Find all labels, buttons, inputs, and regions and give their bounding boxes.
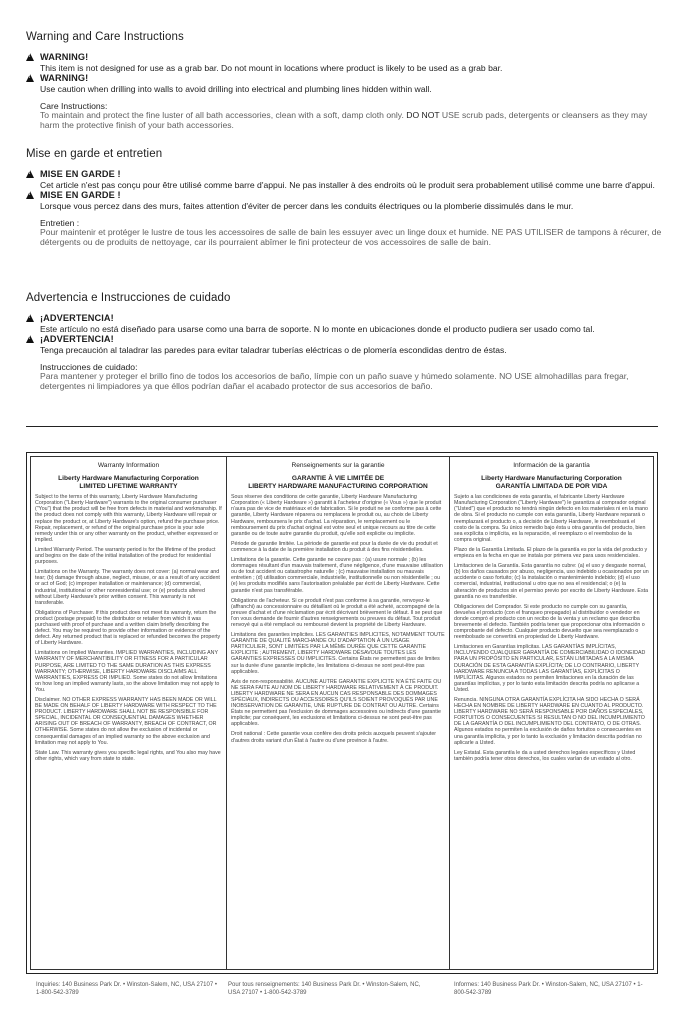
warranty-company: Liberty Hardware Manufacturing Corporation bbox=[481, 475, 622, 482]
warning-text: Lorsque vous percez dans des murs, faites attention d'éviter de percer dans les conduits électriques ou la plomberie dissimulés dans le mur. bbox=[40, 200, 574, 211]
warning-text: This item is not designed for use as a grab bar. Do not mount in locations where product is likely to be used as a grab bar. bbox=[40, 62, 503, 73]
warranty-paragraph: Limitaciones de la Garantía. Esta garantía no cubre: (a) el uso y desgaste normal, (b) los daños causados por abuso, negligencia, uso indebido u ocasionados por un accidente o caso fortuito; (c) la instalación o mantenimiento indebido; (d) el uso comercial, industrial, institucional u otro que no sea el residencial; o (e) la alteración de productos sin el permiso previo por escrito de Liberty Hardware. Esta garantía no es transferible. bbox=[454, 563, 649, 600]
warranty-paragraph: Subject to the terms of this warranty, Liberty Hardware Manufacturing Corporation ("Liberty Hardware") warrants to the original consumer purchaser ("You") that the product will be free from defects in material and workmanship. If the product does not comply with this warranty, Liberty Hardware will repair or replace the product or, at Liberty Hardware's option, refund the purchase price. Repair, replacement, or refund of the original purchase price is your sole remedy under this or any other warranty on the product, whether expressed or implied. bbox=[35, 494, 222, 543]
warranty-column-english bbox=[31, 457, 226, 969]
warranty-heading: Warranty Information bbox=[97, 462, 160, 469]
warranty-body bbox=[454, 494, 649, 762]
care-text: Para mantener y proteger el brillo fino de todos los accesorios de baño, límpie con un paño suave y húmedo solamente. NO USE almohadillas para fregar, detergentes ni limpiadores ya que éllos podrían dañar el acabado protector de sus accesorios de baño. bbox=[40, 371, 629, 391]
warranty-company: Liberty Hardware Manufacturing Corporation bbox=[58, 475, 199, 482]
footer-inquiries-spanish: Informes: 140 Business Park Dr. • Winston-Salem, NC, USA 27107 • 1-800-542-3789 bbox=[454, 982, 643, 996]
warning-title: ¡ADVERTENCIA! bbox=[40, 334, 114, 344]
warning-triangle-icon bbox=[26, 74, 34, 82]
warranty-box bbox=[26, 452, 658, 974]
warranty-inner-frame bbox=[30, 456, 654, 970]
english-warning-2 bbox=[26, 73, 666, 94]
warning-title: WARNING! bbox=[40, 52, 89, 62]
warning-text: Use caution when drilling into walls to avoid drilling into electrical and plumbing lines hidden within wall. bbox=[40, 83, 432, 94]
warranty-paragraph: Limitaciones en Garantías implícitas. LAS GARANTÍAS IMPLÍCITAS, INCLUYENDO CUALQUIER GARANTÍA DE COMERCIABILIDAD O IDONEIDAD PARA UN PROPÓSITO EN PARTICULAR, ESTÁN LIMITADAS A LA MISMA DURACIÓN DE ESTA GARANTÍA EXPLÍCITA; DE LO CONTRARIO, LIBERTY HARDWARE RENUNCIA A TODAS LAS GARANTÍAS, EXPLÍCITAS O IMPLÍCITAS. Algunos estados no permiten limitaciones en la duración de las garantías implícitas, y por lo tanto esta limitación descrita podría no aplicarse a Usted. bbox=[454, 644, 646, 693]
warranty-paragraph: Limitations de la garantie. Cette garantie ne couvre pas : (a) usure normale ; (b) les dommages résultant d'un mauvais traitement, d'une négligence, d'une mauvaise utilisation ou de tout accident ou catastrophe naturelle ; (c) mauvaise installation ou mauvais entretien ; (d) utilisation commerciale, industrielle, institutionnelle ou non résidentielle ; ou (e) les produits modifiés sans l'autorisation préalable par écrit de Liberty Hardware. Cette garantie n'est pas transférable. bbox=[231, 557, 443, 594]
french-warning-1 bbox=[26, 169, 666, 190]
english-care bbox=[26, 101, 666, 130]
warranty-column-spanish bbox=[449, 457, 653, 969]
warranty-paragraph: Limitations des garanties implicites. LES GARANTIES IMPLICITES, NOTAMMENT TOUTE GARANTIE DE QUALITÉ MARCHANDE OU D'ADAPTATION À UN USAGE PARTICULIER, SONT LIMITÉES PAR LA MÊME DURÉE QUE CETTE GARANTIE EXPLICITE ; AUTREMENT, LIBERTY HARDWARE DÉSAVOUE TOUTES LES GARANTIES EXPRESSES OU IMPLICITES. Certains États ne permettent pas de limites sur la durée d'une garantie implicite, les limitations ci-dessus ne sont peut-être pas applicables. bbox=[231, 632, 445, 675]
warranty-paragraph: Obligations of Purchaser. If this product does not meet its warranty, return the product (postage prepaid) to the distributor or retailer from which it was purchased with proof of purchase and a written claim briefly describing the defect. You may be required to provide other information or evidence of the defect. Any returned product that is replaced or refunded becomes the property of Liberty Hardware. bbox=[35, 609, 221, 647]
warranty-column-french bbox=[226, 457, 449, 969]
warranty-type: GARANTIE À VIE LIMITÉE DE bbox=[291, 475, 385, 482]
warranty-body bbox=[35, 494, 222, 762]
warranty-paragraph: Plazo de la Garantía Limitada. El plazo de la garantía es por la vida del producto y empieza en la fecha en que se instala por primera vez para usos residenciales. bbox=[454, 546, 648, 560]
warranty-paragraph: State Law. This warranty gives you specific legal rights, and You also may have other rights, which vary from state to state. bbox=[35, 749, 221, 762]
section-french bbox=[26, 148, 666, 247]
warning-triangle-icon bbox=[26, 191, 34, 199]
warranty-paragraph: Limitations on the Warranty. The warranty does not cover: (a) normal wear and tear; (b) damage through abuse, neglect, misuse, or as a result of any accident or act of God; (c) improper installation or maintenance; (d) commercial, industrial, institutional or other nonresidential use; or (e) products altered without Liberty Hardware's prior written consent. This warranty is not transferable. bbox=[35, 569, 220, 606]
warranty-paragraph: Obligations de l'acheteur. Si ce produit n'est pas conforme à sa garantie, renvoyez-le (affranchi) au concessionnaire ou détaillant où le produit a été acheté, accompagné de la preuve d'achat et d'une réclamation par écrit décrivant brièvement le défaut. Il se peut que l'on vous demande de fournir d'autres renseignements ou preuves du défaut. Tout produit renvoyé qui a été remplacé ou remboursé devient la propriété de Liberty Hardware. bbox=[231, 597, 443, 628]
warranty-paragraph: Limitations on Implied Warranties. IMPLIED WARRANTIES, INCLUDING ANY WARRANTY OF MERCHANTIBILITY OR FITNESS FOR A PARTICULAR PURPOSE, ARE LIMITED TO THE SAME DURATION AS THIS EXPRESS WARRANTY; OTHERWISE, LIBERTY HARDWARE DISCLAIMS ALL WARRANTIES, EXPRESS OR IMPLIED. Some states do not allow limitations on how long an implied warranty lasts, so the above limitation may not apply to You. bbox=[35, 650, 220, 693]
warranty-paragraph: Limited Warranty Period. The warranty period is for the lifetime of the product and begins on the date of the initial installation of the product for residential purposes. bbox=[35, 546, 216, 566]
warranty-paragraph: Sous réserve des conditions de cette garantie, Liberty Hardware Manufacturing Corporation (« Liberty Hardware ») garantit à l'acheteur d'origine (« Vous ») que le produit n'aura pas de vice de matériaux et de fabrication. Si le produit ne se conforme pas à cette garantie, Liberty Hardware réparera ou remplacera le produit ou, au choix de Liberty Hardware, remboursera le prix d'achat. La réparation, le remplacement ou le remboursement du prix d'achat original est votre seul et unique recours au titre de cette garantie ou de toute autre garantie du produit, qu'elle soit explicite ou implicite. bbox=[231, 494, 442, 537]
warning-title: ¡ADVERTENCIA! bbox=[40, 313, 114, 323]
footer-inquiries-english: Inquiries: 140 Business Park Dr. • Winston-Salem, NC, USA 27107 • 1-800-542-3789 bbox=[36, 982, 217, 996]
warning-text: Cet article n'est pas conçu pour être utilisé comme barre d'appui. Ne pas installer à des endroits où le produit sera probablement utilisé comme une barre d'appui. bbox=[40, 179, 655, 190]
french-heading: Mise en garde et entretien bbox=[26, 148, 163, 160]
warning-title: WARNING! bbox=[40, 73, 89, 83]
warning-title: MISE EN GARDE ! bbox=[40, 190, 121, 200]
warning-text: Este artículo no está diseñado para usarse como una barra de soporte. N lo monte en ubicaciones donde el producto pudiera ser usado como tal. bbox=[40, 323, 595, 334]
warning-text: Tenga precaución al taladrar las paredes para evitar taladrar tuberías eléctricas o de plomería escondidas dentro de éstas. bbox=[40, 344, 507, 355]
warranty-paragraph: Sujeto a las condiciones de esta garantía, el fabricante Liberty Hardware Manufacturing Corporation ("Liberty Hardware") le garantiza al comprador original ("Usted") que el producto no tendrá ningún defecto en los materiales ni en la mano de obra. Si el producto no cumple con esta garantía, Liberty Hardware reparará o reemplazará el producto o, a decisión de Liberty Hardware, le reembolsará el costo de la compra. Su único remedio bajo ésta u otra garantía del producto, bien sea explícita o implícita, es la reparación, el reemplazo o el reembolso de la compra original. bbox=[454, 494, 648, 543]
spanish-care bbox=[26, 362, 666, 391]
warranty-paragraph: Renuncia. NINGUNA OTRA GARANTÍA EXPLÍCITA HA SIDO HECHA O SERÁ HECHA EN NOMBRE DE LIBERTY HARDWARE EN CUANTO AL PRODUCTO. LIBERTY HARDWARE NO SERÁ RESPONSABLE POR DAÑOS ESPECIALES, FORTUITOS O CONSECUENTES SI RESULTAN O NO DEL INCUMPLIMIENTO DE LA GARANTÍA O DEL INCUMPLIMIENTO DEL CONTRATO, O DE OTRAS. Algunos estados no permiten la exclusión de daños fortuitos o consecuentes en una garantía implícita, y por lo tanto la exclusión y limitación descrita podrían no aplicarle a Usted. bbox=[454, 697, 645, 746]
warranty-body bbox=[231, 494, 445, 743]
warranty-heading: Renseignements sur la garantie bbox=[291, 462, 385, 469]
spanish-warning-1 bbox=[26, 313, 666, 334]
warranty-heading: Información de la garantía bbox=[513, 462, 590, 469]
care-title: Care Instructions: bbox=[40, 101, 108, 111]
english-warning-1 bbox=[26, 52, 666, 73]
care-title: Instrucciones de cuidado: bbox=[40, 362, 138, 372]
footer-inquiries-french: Pour tous renseignements: 140 Business Park Dr. • Winston-Salem, NC, USA 27107 • 1-800-542-3789 bbox=[228, 982, 421, 996]
warning-triangle-icon bbox=[26, 170, 34, 178]
spanish-heading: Advertencia e Instrucciones de cuidado bbox=[26, 292, 231, 304]
care-text: Pour maintenir et protéger le lustre de tous les accessoires de salle de bain les essuyer avec un linge doux et humide. NE PAS UTILISER de tampons à récurer, de détergents ou de produits de nettoyage, car ils pourraient abîmer le fini protecteur de vos accessoires de salle de bain. bbox=[40, 227, 662, 247]
warranty-paragraph: Obligaciones del Comprador. Si este producto no cumple con su garantía, devuelva el producto (con el franqueo prepagado) al distribuidor o vendedor en donde compró el producto con un recibo de la venta y un reclamo que describa brevemente el defecto. También podría tener que proporcionar otra información o comprobante del defecto. Cualquier producto devuelto que sea reemplazado o reembolsado se convertirá en propiedad de Liberty Hardware. bbox=[454, 603, 645, 641]
spanish-warning-2 bbox=[26, 334, 666, 355]
section-english bbox=[26, 31, 666, 130]
warranty-company: LIBERTY HARDWARE MANUFACTURING CORPORATION bbox=[248, 482, 428, 490]
warranty-paragraph: Avis de non-responsabilité. AUCUNE AUTRE GARANTIE EXPLICITE N'A ÉTÉ FAITE OU NE SERA FAITE AU NOM DE LIBERTY HARDWARE RELATIVEMENT À CE PRODUIT. LIBERTY HARDWARE NE SERA EN AUCUN CAS RESPONSABLE DES DOMMAGES SPÉCIAUX, INDIRECTS OU ACCESSOIRES QU'ILS SOIENT PROVOQUÉS PAR UNE INOBSERVATION DE GARANTIE, UNE RUPTURE DE CONTRAT OU AUTRE. Certains États ne permettent pas l'exclusion de dommages accessoires ou indirects d'une garantie implicite; par conséquent, les exclusions et limitations ci-dessus ne sont peut-être pas applicables. bbox=[231, 678, 442, 728]
warranty-paragraph: Droit national : Cette garantie vous confère des droits précis auxquels peuvent s'ajouter d'autres droits variant d'un État à l'autre ou d'une province à l'autre. bbox=[231, 731, 437, 744]
warranty-type: GARANTÍA LIMITADA DE POR VIDA bbox=[495, 482, 608, 490]
section-divider bbox=[26, 426, 658, 427]
warranty-paragraph: Période de garantie limitée. La période de garantie est pour la durée de vie du produit et commence à la date de la première installation du produit à des fins résidentielles. bbox=[231, 540, 438, 553]
warranty-paragraph: Disclaimer. NO OTHER EXPRESS WARRANTY HAS BEEN MADE OR WILL BE MADE ON BEHALF OF LIBERTY HARDWARE WITH RESPECT TO THE PRODUCT. LIBERTY HARDWARE SHALL NOT BE RESPONSIBLE FOR SPECIAL, INCIDENTAL OR CONSEQUENTIAL DAMAGES WHETHER ARISING OUT OF BREACH OF WARRANTY, BREACH OF CONTRACT, OR OTHERWISE. Some states do not allow the exclusion of incidental or consequential damages of an implied warranty so the above exclusion and limitation may not apply to You. bbox=[35, 697, 217, 746]
english-heading: Warning and Care Instructions bbox=[26, 31, 184, 43]
french-care bbox=[26, 218, 666, 247]
care-text: To maintain and protect the fine luster of all bath accessories, clean with a soft, damp cloth only. DO NOT USE scrub pads, detergents or cleansers as they may harm the protective finish of your bath accessories. bbox=[40, 110, 648, 130]
warranty-type: LIMITED LIFETIME WARRANTY bbox=[79, 482, 178, 490]
care-title: Entretien : bbox=[40, 218, 80, 228]
warning-triangle-icon bbox=[26, 314, 34, 322]
section-spanish bbox=[26, 292, 666, 391]
warning-title: MISE EN GARDE ! bbox=[40, 169, 121, 179]
warning-triangle-icon bbox=[26, 335, 34, 343]
warranty-paragraph: Ley Estatal. Esta garantía le da a usted derechos legales específicos y Usted también podría tener otros derechos, los cuales varían de un estado al otro. bbox=[454, 749, 636, 762]
french-warning-2 bbox=[26, 190, 666, 211]
warning-triangle-icon bbox=[26, 53, 34, 61]
